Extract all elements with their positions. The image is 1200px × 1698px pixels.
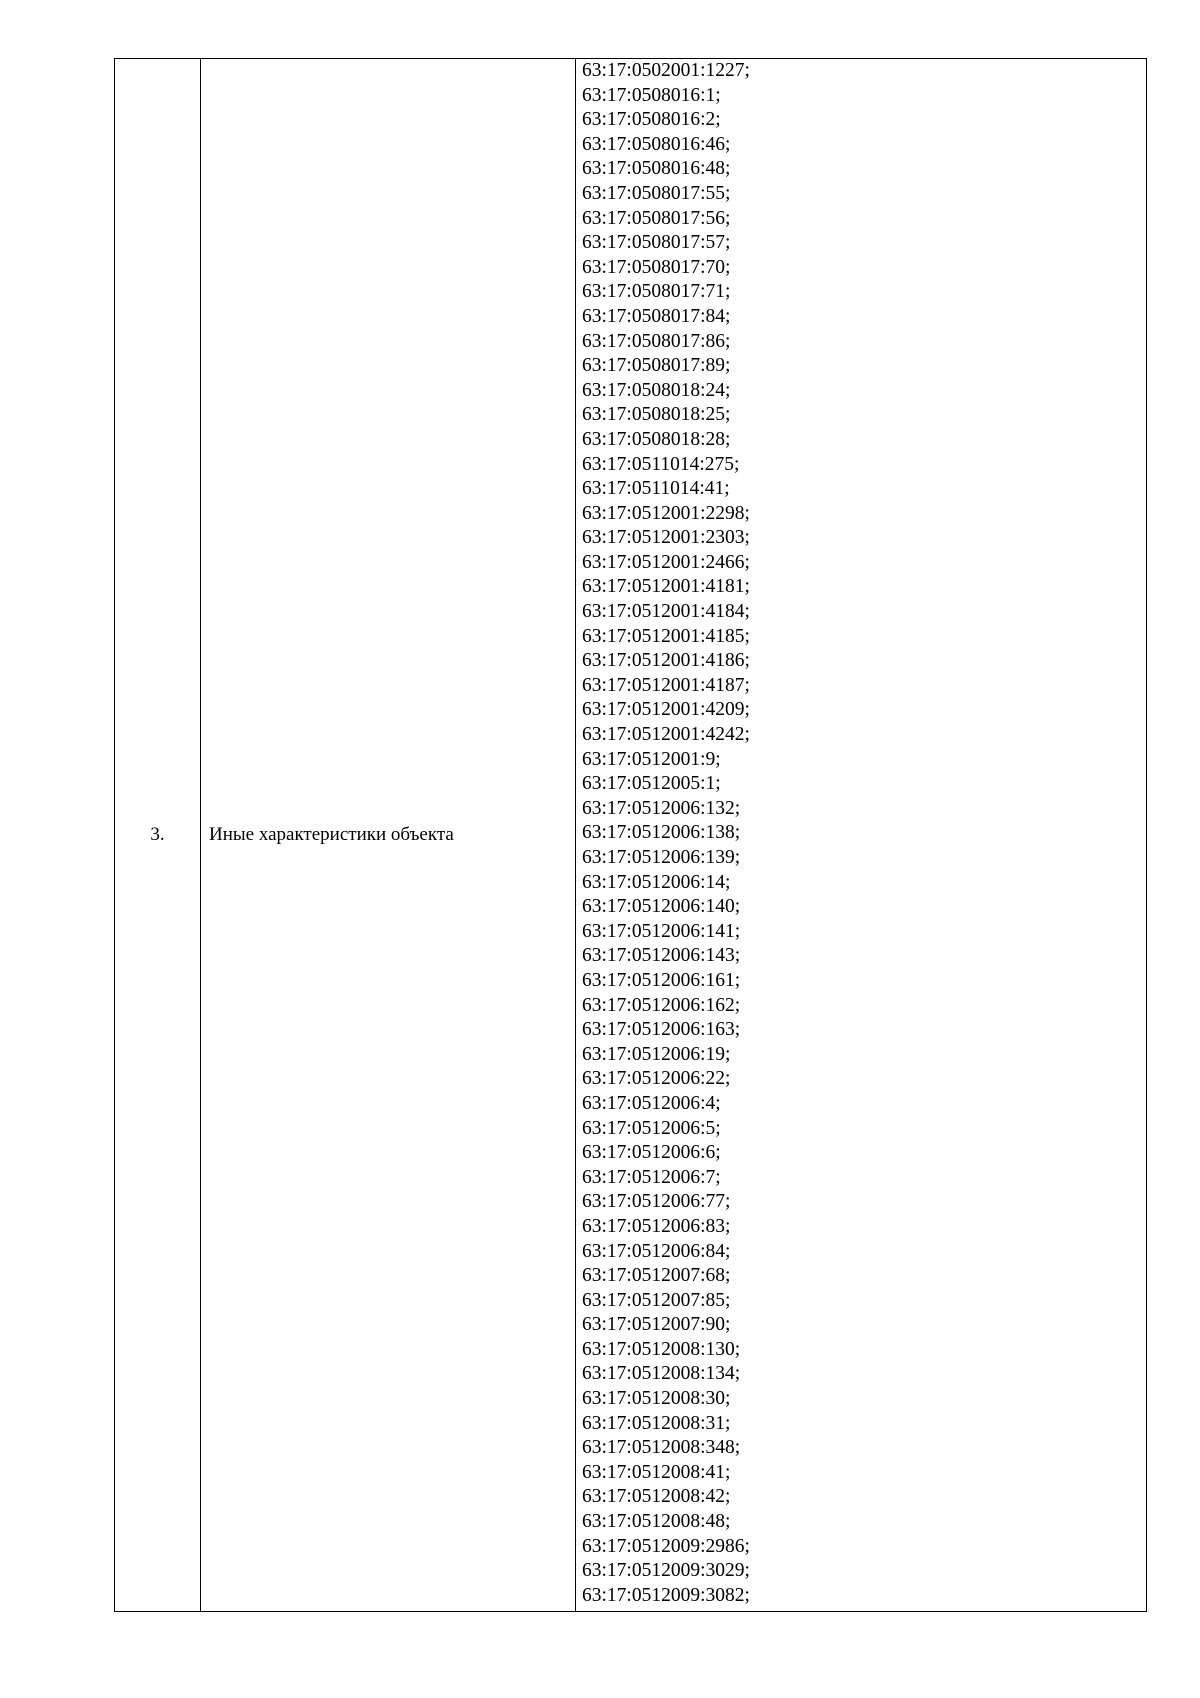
list-item: 63:17:0512006:139; [582,847,741,868]
list-item: 63:17:0511014:41; [582,478,730,500]
list-item: 63:17:0512008:31; [582,1412,731,1434]
list-item: 63:17:0508017:56; [582,207,731,229]
list-item: 63:17:0512006:7; [582,1166,721,1188]
list-item: 63:17:0512008:134; [582,1363,741,1385]
list-item: 63:17:0512001:4181; [582,576,750,598]
list-item: 63:17:0512006:22; [582,1068,731,1090]
list-item: 63:17:0512008:48; [582,1511,731,1533]
list-item: 63:17:0512007:90; [582,1314,731,1336]
list-item: 63:17:0512006:138; [582,822,741,844]
list-item: 63:17:0512005:1; [582,773,721,795]
list-item: 63:17:0512001:4187; [582,674,750,696]
list-item: 63:17:0508016:46; [582,133,731,155]
list-item: 63:17:0508017:89; [582,355,731,377]
list-item: 63:17:0512008:42; [582,1486,731,1508]
list-item: 63:17:0512009:3082; [582,1584,750,1606]
list-item: 63:17:0512006:83; [582,1215,731,1237]
list-item: 63:17:0508017:57; [582,232,731,254]
list-item: 63:17:0508017:71; [582,281,731,303]
list-item: 63:17:0512001:9; [582,748,721,770]
list-item: 63:17:0512001:4184; [582,601,750,623]
list-item: 63:17:0512009:3029; [582,1560,750,1582]
row-number: 3. [115,59,201,1612]
cadastral-numbers-cell [576,59,1147,1612]
list-item: 63:17:0512006:14; [582,871,731,893]
list-item: 63:17:0508018:28; [582,428,731,450]
list-item: 63:17:0508016:1; [582,84,721,106]
list-item: 63:17:0512001:2466; [582,551,750,573]
list-item: 63:17:0508018:24; [582,379,731,401]
list-item: 63:17:0512008:130; [582,1338,741,1360]
list-item: 63:17:0512006:4; [582,1092,721,1114]
list-item: 63:17:0512001:4186; [582,650,750,672]
list-item: 63:17:0512006:143; [582,945,741,967]
list-item: 63:17:0508016:2; [582,109,721,131]
list-item: 63:17:0508016:48; [582,158,731,180]
list-item: 63:17:0508017:55; [582,182,731,204]
cadastral-numbers-list [582,59,1146,1608]
list-item: 63:17:0512007:85; [582,1289,731,1311]
list-item: 63:17:0512006:77; [582,1191,731,1213]
list-item: 63:17:0512006:161; [582,969,741,991]
list-item: 63:17:0512008:30; [582,1388,731,1410]
list-item: 63:17:0512006:84; [582,1240,731,1262]
list-item: 63:17:0508017:84; [582,305,731,327]
list-item: 63:17:0502001:1227; [582,60,750,81]
list-item: 63:17:0512001:4185; [582,625,750,647]
list-item: 63:17:0512009:2986; [582,1535,750,1557]
list-item: 63:17:0512001:4242; [582,724,750,746]
list-item: 63:17:0512001:4209; [582,699,750,721]
list-item: 63:17:0512008:348; [582,1437,741,1459]
list-item: 63:17:0512008:41; [582,1461,731,1483]
list-item: 63:17:0512006:141; [582,920,741,942]
list-item: 63:17:0512006:163; [582,1019,741,1041]
list-item: 63:17:0512006:132; [582,797,741,819]
list-item: 63:17:0512006:162; [582,994,741,1016]
list-item: 63:17:0512007:68; [582,1265,731,1287]
list-item: 63:17:0512006:19; [582,1043,731,1065]
list-item: 63:17:0512006:6; [582,1142,721,1164]
list-item: 63:17:0511014:275; [582,453,740,475]
list-item: 63:17:0508018:25; [582,404,731,426]
list-item: 63:17:0512006:140; [582,896,741,918]
list-item: 63:17:0512001:2298; [582,502,750,524]
characteristics-table [114,58,1147,1612]
list-item: 63:17:0508017:70; [582,256,731,278]
list-item: 63:17:0512001:2303; [582,527,750,549]
row-label: Иные характеристики объекта [201,59,576,1612]
list-item: 63:17:0512006:5; [582,1117,721,1139]
list-item: 63:17:0508017:86; [582,330,731,352]
table-row [115,59,1147,1612]
